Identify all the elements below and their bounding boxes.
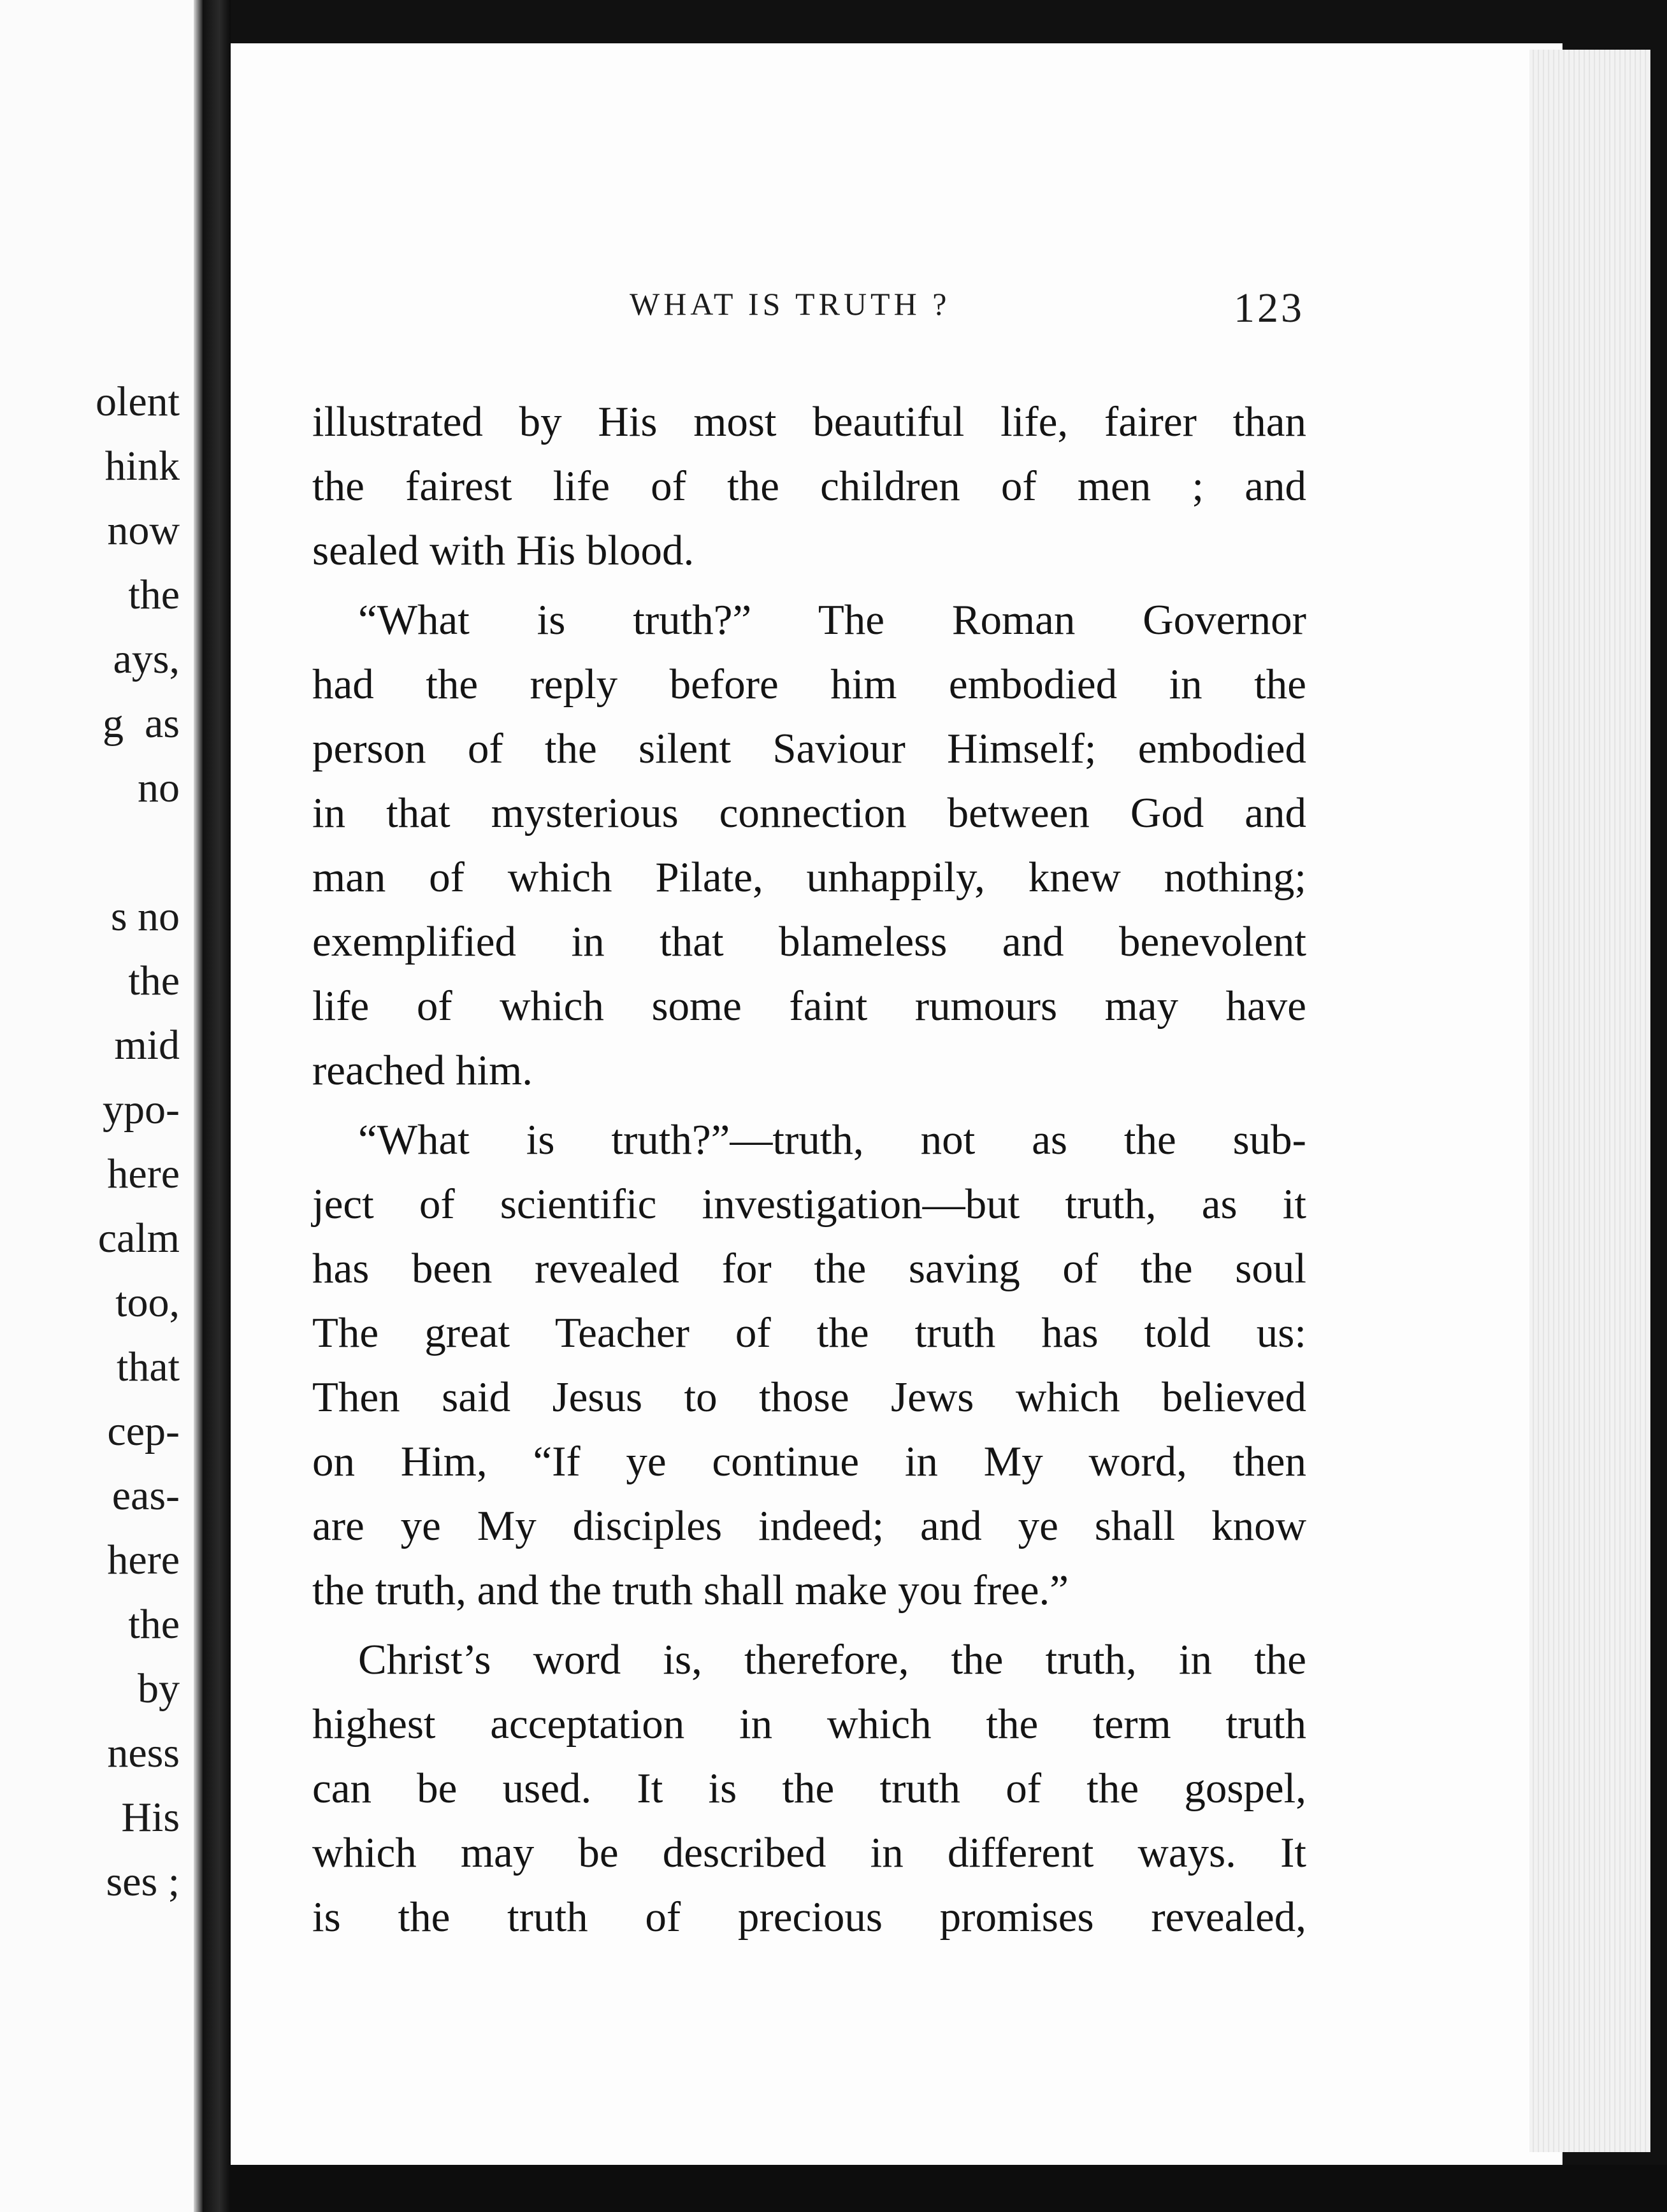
left-page-fragment: ays, [113, 636, 180, 682]
text-line: ject of scientific investigation—but truth, as it [312, 1181, 1306, 1228]
running-title: WHAT IS TRUTH ? [630, 286, 951, 322]
text-line: are ye My disciples indeed; and ye shall know [312, 1502, 1306, 1549]
text-line: “What is truth?” The Roman Governor [358, 596, 1306, 643]
left-page-fragment: cep- [107, 1408, 180, 1454]
left-page-fragment: by [138, 1665, 180, 1712]
left-page-fragment: g as [103, 700, 180, 747]
left-page-edge [194, 0, 203, 2212]
page-number: 123 [1234, 285, 1304, 331]
left-page-fragment: here [107, 1151, 180, 1197]
left-page [0, 0, 203, 2212]
left-page-fragment: ypo- [103, 1086, 180, 1133]
left-page-fragment: s no [110, 893, 180, 940]
paragraph-gap [312, 1623, 1306, 1628]
left-page-fragment: the [128, 571, 180, 618]
left-page-fragment: that [117, 1344, 180, 1390]
text-line: which may be described in different ways. It [312, 1829, 1306, 1876]
text-line: has been revealed for the saving of the soul [312, 1245, 1306, 1292]
left-page-fragment: now [107, 507, 180, 554]
left-page-fragment: the [128, 958, 180, 1004]
text-line: the fairest life of the children of men ; and [312, 463, 1306, 510]
text-line: can be used. It is the truth of the gospel, [312, 1765, 1306, 1812]
text-line: man of which Pilate, unhappily, knew nothing; [312, 854, 1306, 901]
text-line: reached him. [312, 1047, 533, 1094]
left-page-fragment: here [107, 1537, 180, 1583]
left-page-fragment: ses ; [106, 1858, 180, 1905]
left-page-fragment: hink [105, 443, 180, 489]
text-line: had the reply before him embodied in the [312, 661, 1306, 708]
text-line: Christ’s word is, therefore, the truth, in the [358, 1636, 1306, 1683]
text-line: The great Teacher of the truth has told us: [312, 1309, 1306, 1356]
scan-bottom-border [231, 2165, 1667, 2212]
text-line: “What is truth?”—truth, not as the sub- [358, 1116, 1306, 1163]
text-line: is the truth of precious promises revealed, [312, 1893, 1306, 1941]
text-line: illustrated by His most beautiful life, fairer than [312, 398, 1306, 445]
page-edges [1529, 50, 1650, 2152]
left-page-fragment: mid [114, 1022, 180, 1068]
text-line: Then said Jesus to those Jews which believed [312, 1374, 1306, 1421]
book-gutter [203, 0, 231, 2212]
left-page-fragment: His [121, 1794, 180, 1841]
text-line: highest acceptation in which the term truth [312, 1700, 1306, 1748]
body-text [312, 390, 1306, 1950]
paragraph-gap [312, 583, 1306, 588]
text-line: sealed with His blood. [312, 527, 695, 574]
left-page-fragment: ness [107, 1730, 180, 1776]
left-page-fragment: no [138, 765, 180, 811]
paragraph-gap [312, 1103, 1306, 1108]
text-line: the truth, and the truth shall make you free.” [312, 1567, 1069, 1614]
left-page-fragment: olent [96, 378, 180, 425]
text-line: exemplified in that blameless and benevolent [312, 918, 1306, 965]
text-line: in that mysterious connection between God and [312, 789, 1306, 837]
left-page-fragment: eas- [112, 1472, 180, 1519]
text-line: on Him, “If ye continue in My word, then [312, 1438, 1306, 1485]
left-page-fragment: the [128, 1601, 180, 1648]
left-page-fragment: too, [115, 1279, 180, 1326]
text-line: person of the silent Saviour Himself; embodied [312, 725, 1306, 772]
left-page-fragment: calm [97, 1215, 180, 1261]
text-line: life of which some faint rumours may have [312, 982, 1306, 1030]
